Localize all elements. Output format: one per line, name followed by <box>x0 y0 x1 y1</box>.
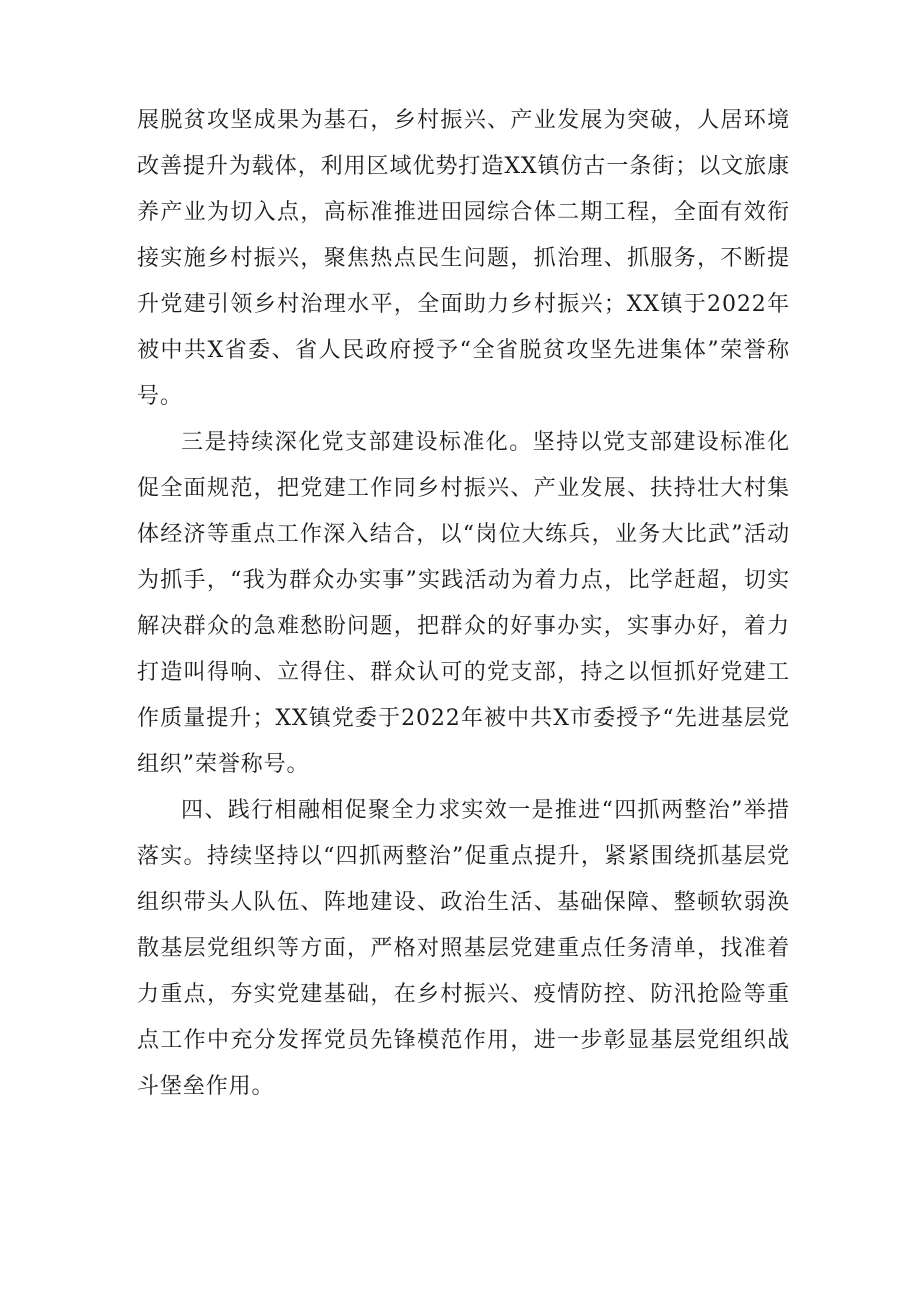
paragraph-1: 展脱贫攻坚成果为基石，乡村振兴、产业发展为突破，人居环境改善提升为载体，利用区域优势打造XX镇仿古一条街；以文旅康养产业为切入点，高标准推进田园综合体二期工程，全面有效衔接实施乡村振兴，聚焦热点民生问题，抓治理、抓服务，不断提升党建引领乡村治理水平，全面助力乡村振兴；XX镇于2022年被中共X省委、省人民政府授予“全省脱贫攻坚先进集体”荣誉称号。 <box>137 108 790 409</box>
document-body <box>137 98 790 1110</box>
paragraph-3: 四、践行相融相促聚全力求实效一是推进“四抓两整治”举措落实。持续坚持以“四抓两整治”促重点提升，紧紧围绕抓基层党组织带头人队伍、阵地建设、政治生活、基础保障、整顿软弱涣散基层党组织等方面，严格对照基层党建重点任务清单，找准着力重点，夯实党建基础，在乡村振兴、疫情防控、防汛抢险等重点工作中充分发挥党员先锋模范作用，进一步彰显基层党组织战斗堡垒作用。 <box>137 798 790 1099</box>
paragraph-2: 三是持续深化党支部建设标准化。坚持以党支部建设标准化促全面规范，把党建工作同乡村振兴、产业发展、扶持壮大村集体经济等重点工作深入结合，以“岗位大练兵，业务大比武”活动为抓手，“我为群众办实事”实践活动为着力点，比学赶超，切实解决群众的急难愁盼问题，把群众的好事办实，实事办好，着力打造叫得响、立得住、群众认可的党支部，持之以恒抓好党建工作质量提升；XX镇党委于2022年被中共X市委授予“先进基层党组织”荣誉称号。 <box>137 430 790 777</box>
